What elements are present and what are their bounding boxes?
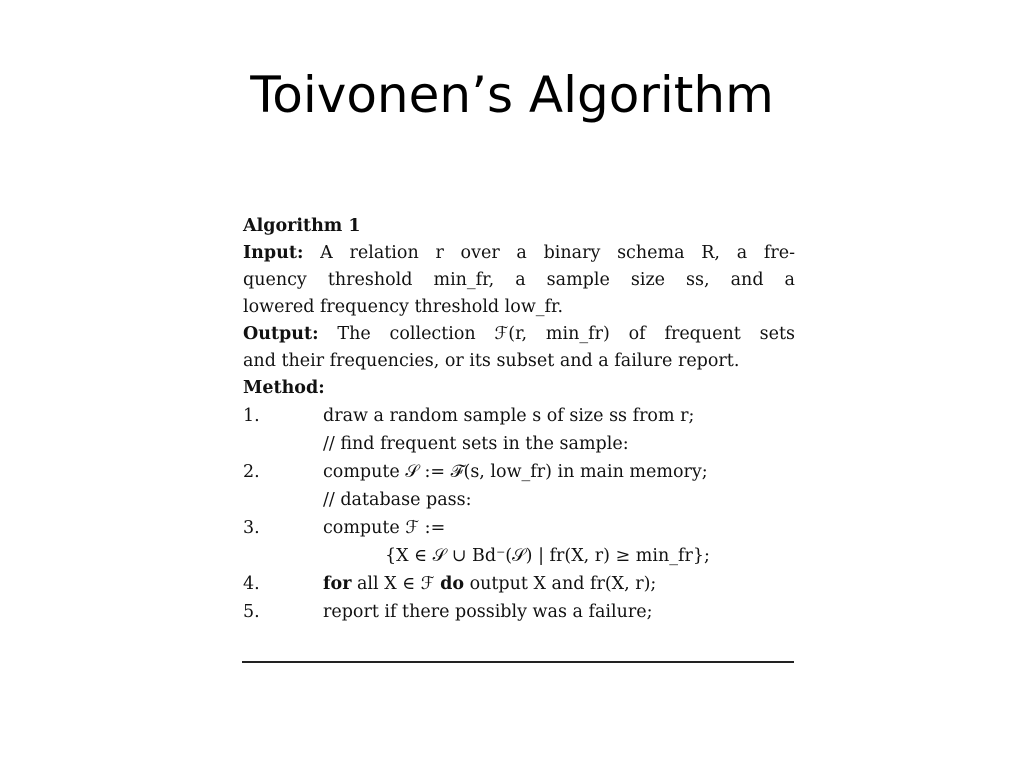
- step-text: [323, 570, 656, 598]
- step-5: [243, 598, 795, 626]
- step-comment-database: [243, 486, 795, 514]
- input-text-2: quency threshold min_fr, a sample size ss, and a: [243, 270, 795, 290]
- step-4: [243, 570, 795, 598]
- step-3-continued: [243, 542, 795, 570]
- bottom-rule: [242, 661, 794, 663]
- step-1: [243, 402, 795, 430]
- output-label: Output:: [243, 324, 319, 344]
- step-3: [243, 514, 795, 542]
- input-label: Input:: [243, 243, 304, 263]
- input-text-3: lowered frequency threshold low_fr.: [243, 297, 564, 317]
- step-text-part-b: output X and fr(X, r);: [469, 574, 657, 594]
- step-text: // database pass:: [323, 490, 472, 510]
- step-number: 2.: [243, 462, 260, 482]
- algorithm-heading: Algorithm 1: [243, 216, 361, 236]
- output-line-2: [243, 348, 795, 375]
- step-number: 3.: [243, 518, 260, 538]
- step-number: 5.: [243, 602, 260, 622]
- step-text: draw a random sample s of size ss from r;: [323, 406, 695, 426]
- step-2: [243, 458, 795, 486]
- output-text-2: and their frequencies, or its subset and a failure report.: [243, 351, 740, 371]
- keyword-do: do: [440, 574, 464, 594]
- step-text: // find frequent sets in the sample:: [323, 434, 629, 454]
- step-number: 4.: [243, 574, 260, 594]
- step-text: report if there possibly was a failure;: [323, 602, 653, 622]
- input-line-3: [243, 294, 795, 321]
- input-line-2: [243, 267, 795, 294]
- method-label: Method:: [243, 378, 325, 398]
- step-text: compute ℱ :=: [323, 518, 446, 538]
- step-number: 1.: [243, 406, 260, 426]
- output-text-1: The collection ℱ(r, min_fr) of frequent sets: [337, 324, 795, 344]
- step-text-part-a: all X ∈ ℱ: [357, 574, 435, 594]
- keyword-for: for: [323, 574, 352, 594]
- input-line-1: [243, 240, 795, 267]
- step-text: compute 𝒮 := ℱ(s, low_fr) in main memory;: [323, 462, 708, 482]
- algorithm-block: [243, 212, 795, 626]
- input-text-1: A relation r over a binary schema R, a fre-: [320, 243, 795, 263]
- slide-title: Toivonen’s Algorithm: [250, 66, 774, 124]
- step-text: {X ∈ 𝒮 ∪ Bd⁻(𝒮) | fr(X, r) ≥ min_fr};: [385, 546, 710, 566]
- step-comment-sample: [243, 430, 795, 458]
- output-line-1: [243, 321, 795, 348]
